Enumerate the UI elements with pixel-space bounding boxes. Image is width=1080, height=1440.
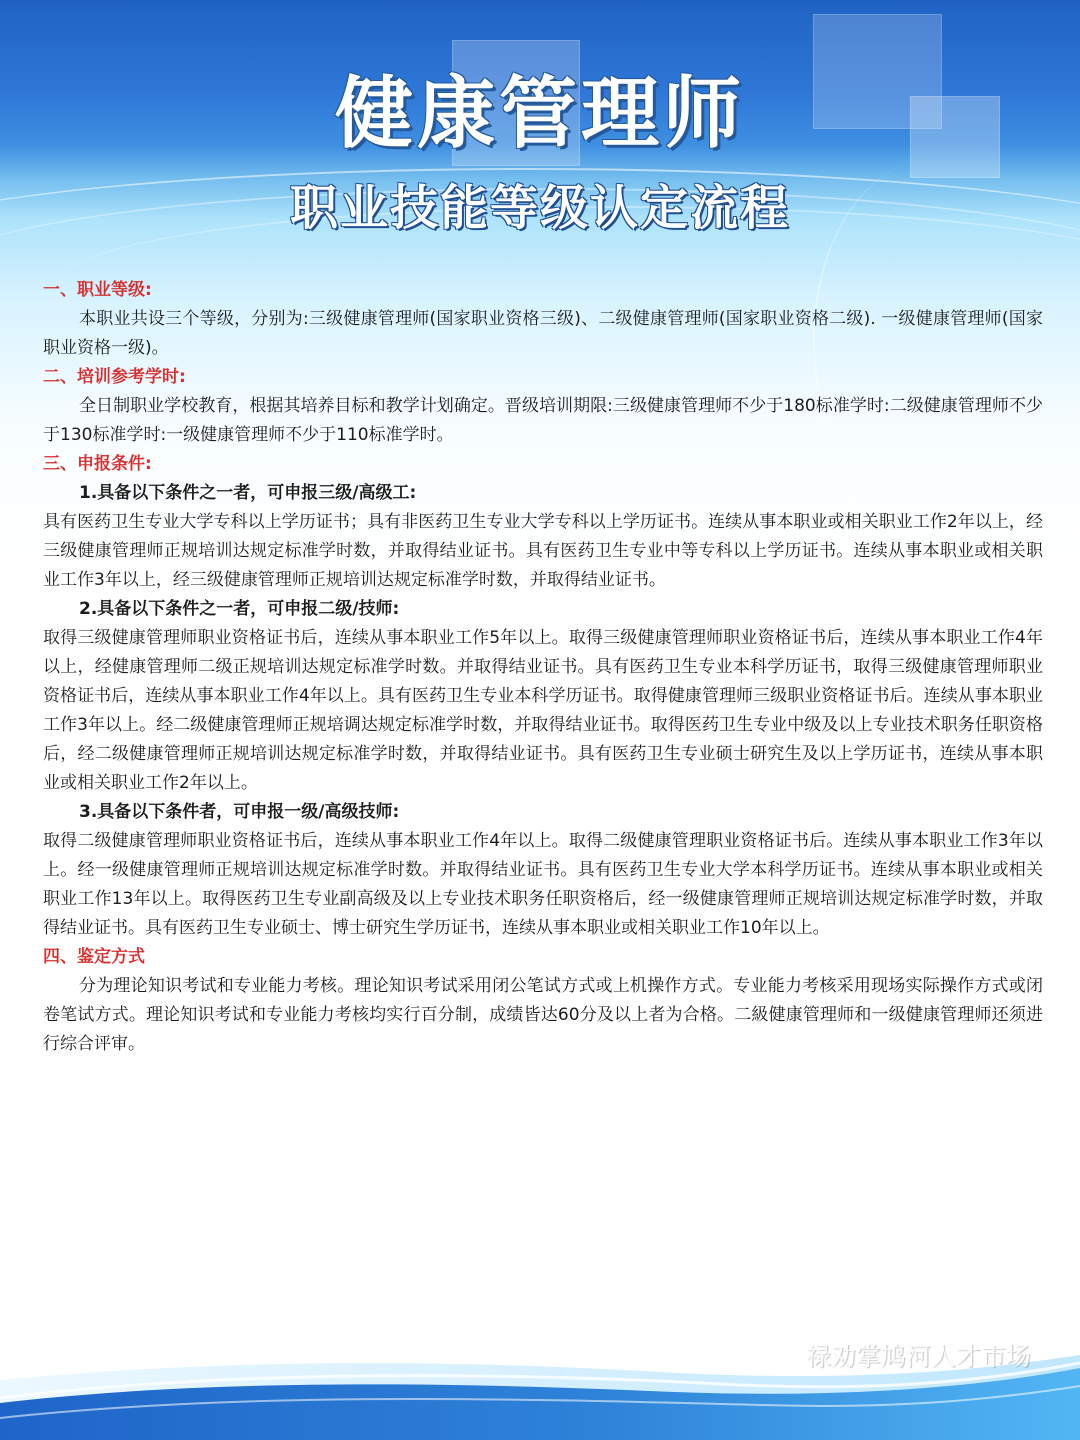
wechat-icon (760, 1342, 796, 1372)
section-heading-assessment: 四、鉴定方式 (43, 947, 145, 967)
section-body-level: 本职业共设三个等级，分别为:三级健康管理师(国家职业资格三级)、二级健康管理师(国家职业资格二级). 一级健康管理师(国家职业资格一级)。 (43, 309, 1043, 358)
condition-body-level-three: 具有医药卫生专业大学专科以上学历证书；具有非医药卫生专业大学专科以上学历证书。连续从事本职业或相关职业工作2年以上，经三级健康管理师正规培训达规定标准学时数，并取得结业证书。具有医药卫生专业中等专科以上学历证书。连续从事本职业或相关职业工作3年以上，经三级健康管理师正规培训达规定标准学时数，并取得结业证书。 (43, 512, 1043, 590)
document-content (43, 276, 1043, 1059)
condition-body-level-one: 取得二级健康管理师职业资格证书后，连续从事本职业工作4年以上。取得二级健康管理职业资格证书后。连续从事本职业工作3年以上。经一级健康管理师正规培训达规定标准学时数。并取得结业证书。具有医药卫生专业大学本科学历证书。连续从事本职业或相关职业工作13年以上。取得医药卫生专业副高级及以上专业技术职务任职资格后，经一级健康管理师正规培训达规定标准学时数，并取得结业证书。具有医药卫生专业硕士、博士研究生学历证书，连续从事本职业或相关职业工作10年以上。 (43, 831, 1043, 938)
section-heading-training: 二、培训参考学时: (43, 367, 186, 387)
condition-heading-level-three: 1.具备以下条件之一者，可申报三级/高级工: (79, 483, 417, 503)
condition-body-level-two: 取得三级健康管理师职业资格证书后，连续从事本职业工作5年以上。取得三级健康管理师职业资格证书后，连续从事本职业工作4年以上，经健康管理师二级正规培训达规定标准学时数。并取得结业证书。具有医药卫生专业本科学历证书，取得三级健康管理师职业资格证书后，连续从事本职业工作4年以上。具有医药卫生专业本科学历证书。取得健康管理师三级职业资格证书后。连续从事本职业工作3年以上。经二级健康管理师正规培调达规定标准学时数，并取得结业证书。取得医药卫生专业中级及以上专业技术职务任职资格后，经二级健康管理师正规培训达规定标准学时数，并取得结业证书。具有医药卫生专业硕士研究生及以上学历证书，连续从事本职业或相关职业工作2年以上。 (43, 628, 1043, 793)
watermark (760, 1336, 1031, 1378)
page-title: 健康管理师 (334, 68, 745, 159)
section-heading-conditions: 三、申报条件: (43, 454, 152, 474)
condition-heading-level-two: 2.具备以下条件之一者，可申报二级/技师: (79, 599, 400, 619)
section-body-assessment: 分为理论知识考试和专业能力考核。理论知识考试采用闭公笔试方式或上机操作方式。专业能力考核采用现场实际操作方式或闭卷笔试方式。理论知识考试和专业能力考核均实行百分制，成绩皆达60分及以上者为合格。二級健康管理师和一级健康管理师还须进行综合评审。 (43, 976, 1043, 1054)
section-body-training: 全日制职业学校教育，根据其培养目标和教学计划确定。晋级培训期限:三级健康管理师不少于180标准学时:二级健康管理师不少于130标准学时:一级健康管理师不少于110标准学时。 (43, 396, 1043, 445)
section-heading-level: 一、职业等级: (43, 280, 152, 300)
condition-heading-level-one: 3.具备以下条件者，可申报一级/高级技师: (79, 802, 400, 822)
page-subtitle: 职业技能等级认定流程 (289, 180, 790, 236)
poster-header (0, 68, 1080, 248)
watermark-text: 禄劝掌鸠河人才市场 (806, 1342, 1032, 1371)
